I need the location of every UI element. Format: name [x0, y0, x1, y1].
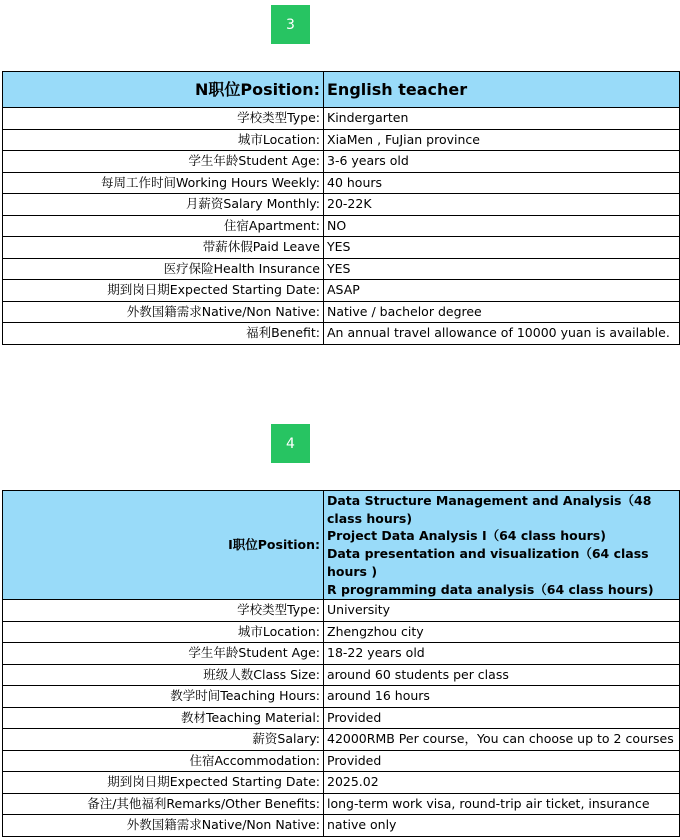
- position-value: [324, 491, 680, 600]
- row-value: NO: [324, 215, 680, 237]
- row-label: 班级人数Class Size:: [3, 664, 324, 686]
- table-row: [3, 129, 680, 151]
- table-row: [3, 600, 680, 622]
- row-value: YES: [324, 258, 680, 280]
- row-value: An annual travel allowance of 10000 yuan is available.: [324, 323, 680, 345]
- table-row: [3, 215, 680, 237]
- row-label: 福利Benefit:: [3, 323, 324, 345]
- position-course-line: R programming data analysis（64 class hours): [327, 581, 654, 597]
- row-label: 薪资Salary:: [3, 729, 324, 751]
- row-value: 2025.02: [324, 772, 680, 794]
- row-label: 城市Location:: [3, 621, 324, 643]
- row-value: long-term work visa, round-trip air ticket, insurance: [324, 793, 680, 815]
- job-number-badge: 3: [271, 5, 310, 44]
- row-label: 月薪资Salary Monthly:: [3, 194, 324, 216]
- row-value: XiaMen , FuJian province: [324, 129, 680, 151]
- row-value: 40 hours: [324, 172, 680, 194]
- row-label: 城市Location:: [3, 129, 324, 151]
- table-row: [3, 280, 680, 302]
- table-row: [3, 686, 680, 708]
- table-row: [3, 323, 680, 345]
- row-label: 备注/其他福利Remarks/Other Benefits:: [3, 793, 324, 815]
- table-row: [3, 301, 680, 323]
- position-value: English teacher: [324, 72, 680, 108]
- row-value: 42000RMB Per course，You can choose up to 2 courses: [324, 729, 680, 751]
- row-label: 外教国籍需求Native/Non Native:: [3, 815, 324, 837]
- job-table: [2, 490, 680, 837]
- table-row: [3, 258, 680, 280]
- row-value: Provided: [324, 750, 680, 772]
- table-row: [3, 729, 680, 751]
- row-value: YES: [324, 237, 680, 259]
- position-course-line: Data Structure Management and Analysis（48 class hours): [327, 493, 652, 526]
- position-header-row: [3, 72, 680, 108]
- row-value: University: [324, 600, 680, 622]
- table-row: [3, 815, 680, 837]
- row-label: 住宿Apartment:: [3, 215, 324, 237]
- row-value: around 60 students per class: [324, 664, 680, 686]
- table-row: [3, 772, 680, 794]
- position-label: N职位Position:: [3, 72, 324, 108]
- row-value: 20-22K: [324, 194, 680, 216]
- row-value: Zhengzhou city: [324, 621, 680, 643]
- table-row: [3, 750, 680, 772]
- row-label: 医疗保险Health Insurance: [3, 258, 324, 280]
- table-row: [3, 237, 680, 259]
- row-label: 住宿Accommodation:: [3, 750, 324, 772]
- row-value: native only: [324, 815, 680, 837]
- table-row: [3, 194, 680, 216]
- row-label: 教学时间Teaching Hours:: [3, 686, 324, 708]
- job-number-badge: 4: [271, 424, 310, 463]
- row-value: Native / bachelor degree: [324, 301, 680, 323]
- table-row: [3, 793, 680, 815]
- job-table: [2, 71, 680, 345]
- table-row: [3, 643, 680, 665]
- position-label: I职位Position:: [3, 491, 324, 600]
- row-label: 每周工作时间Working Hours Weekly:: [3, 172, 324, 194]
- table-row: [3, 707, 680, 729]
- row-value: around 16 hours: [324, 686, 680, 708]
- row-label: 教材Teaching Material:: [3, 707, 324, 729]
- position-course-line: Project Data Analysis I（64 class hours): [327, 528, 606, 544]
- row-value: ASAP: [324, 280, 680, 302]
- position-header-row: [3, 491, 680, 600]
- row-label: 学校类型Type:: [3, 600, 324, 622]
- row-label: 学校类型Type:: [3, 108, 324, 130]
- row-label: 期到岗日期Expected Starting Date:: [3, 772, 324, 794]
- table-row: [3, 621, 680, 643]
- row-label: 带薪休假Paid Leave: [3, 237, 324, 259]
- table-row: [3, 151, 680, 173]
- row-label: 学生年龄Student Age:: [3, 643, 324, 665]
- row-label: 学生年龄Student Age:: [3, 151, 324, 173]
- table-row: [3, 664, 680, 686]
- row-label: 外教国籍需求Native/Non Native:: [3, 301, 324, 323]
- position-course-line: Data presentation and visualization（64 class hours ): [327, 546, 649, 579]
- row-value: 3-6 years old: [324, 151, 680, 173]
- row-label: 期到岗日期Expected Starting Date:: [3, 280, 324, 302]
- row-value: Kindergarten: [324, 108, 680, 130]
- row-value: 18-22 years old: [324, 643, 680, 665]
- table-row: [3, 108, 680, 130]
- row-value: Provided: [324, 707, 680, 729]
- table-row: [3, 172, 680, 194]
